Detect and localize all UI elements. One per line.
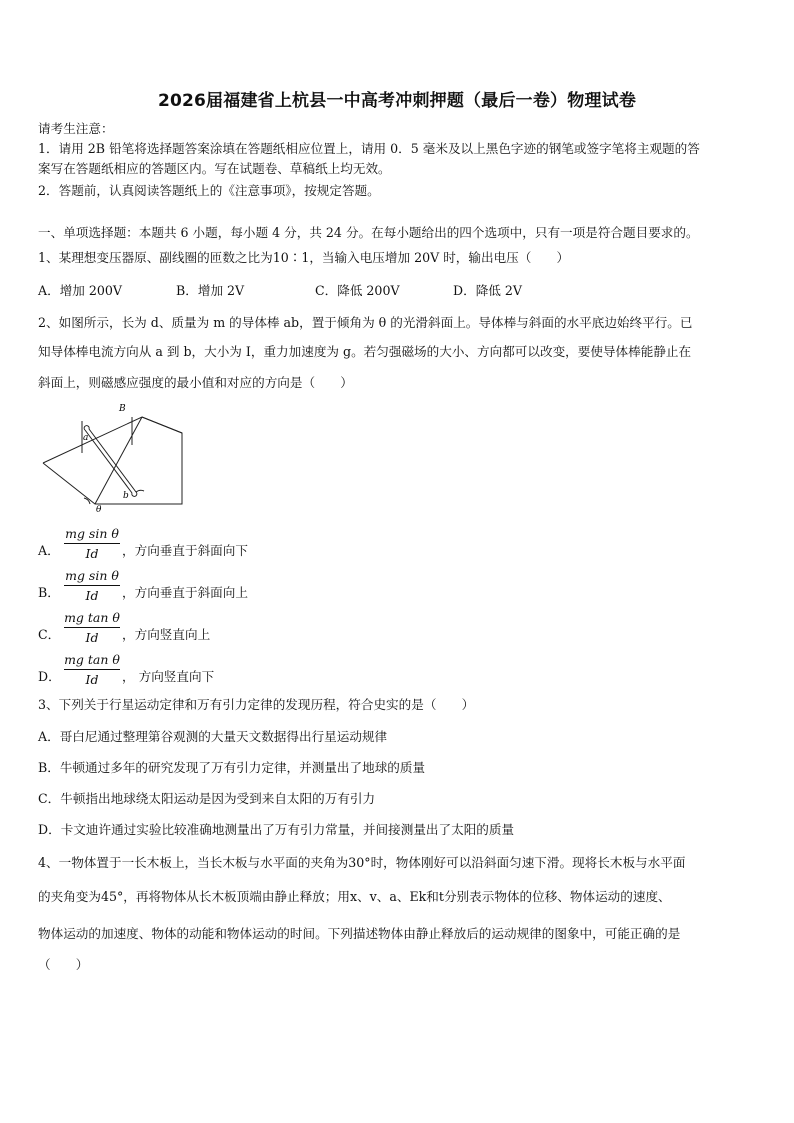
q1-option-c[interactable]: C．降低 200V xyxy=(315,283,400,298)
page-title: 2026届福建省上杭县一中高考冲刺押题（最后一卷）物理试卷 xyxy=(157,91,637,111)
q3-option-c[interactable]: C．牛顿指出地球绕太阳运动是因为受到来自太阳的万有引力 xyxy=(38,791,376,806)
q4-stem-d: （ ） xyxy=(38,957,89,972)
option-label: D． xyxy=(38,669,61,684)
fraction: mg sin θ Id xyxy=(65,568,119,603)
q3-option-b[interactable]: B．牛顿通过多年的研究发现了万有引力定律，并测量出了地球的质量 xyxy=(38,760,426,775)
q3-option-d[interactable]: D．卡文迪许通过实验比较准确地测量出了万有引力常量，并间接测量出了太阳的质量 xyxy=(38,822,515,837)
fraction: mg tan θ Id xyxy=(64,610,120,645)
notice-heading: 请考生注意： xyxy=(38,121,114,136)
q2-stem-b: 知导体棒电流方向从 a 到 b，大小为 I，重力加速度为 g。若匀强磁场的大小、方向都可以改变，要使导体棒能静止在 xyxy=(38,344,692,359)
notice-item-1b: 案写在答题纸相应的答题区内。写在试题卷、草稿纸上均无效。 xyxy=(38,161,391,176)
q1-option-a[interactable]: A．增加 200V xyxy=(38,283,123,298)
q3-stem: 3、下列关于行星运动定律和万有引力定律的发现历程，符合史实的是（ ） xyxy=(38,697,475,712)
label-theta: θ xyxy=(96,505,102,515)
q1-option-b[interactable]: B．增加 2V xyxy=(176,283,245,298)
notice-item-2: 2．答题前，认真阅读答题纸上的《注意事项》，按规定答题。 xyxy=(38,183,380,198)
q2-stem-a: 2、如图所示，长为 d、质量为 m 的导体棒 ab，置于倾角为 θ 的光滑斜面上。导体棒与斜面的水平底边始终平行。已 xyxy=(38,315,693,330)
fraction: mg sin θ Id xyxy=(65,526,119,561)
label-B: B xyxy=(119,404,126,414)
option-label: B． xyxy=(38,585,60,600)
option-text: ，方向垂直于斜面向上 xyxy=(122,585,248,600)
incline-diagram xyxy=(38,403,198,521)
option-label: C． xyxy=(38,627,61,642)
option-text: ，方向垂直于斜面向下 xyxy=(122,543,248,558)
q4-stem-a: 4、一物体置于一长木板上，当长木板与水平面的夹角为30°时，物体刚好可以沿斜面匀速下滑。现将长木板与水平面 xyxy=(38,855,686,870)
option-text: ， 方向竖直向下 xyxy=(122,669,215,684)
label-a: a xyxy=(83,433,89,443)
option-label: A． xyxy=(38,543,60,558)
q2-stem-c: 斜面上，则磁感应强度的最小值和对应的方向是（ ） xyxy=(38,375,353,390)
q1-option-d[interactable]: D．降低 2V xyxy=(453,283,522,298)
label-b: b xyxy=(123,491,129,501)
fraction: mg tan θ Id xyxy=(64,652,120,687)
option-text: ，方向竖直向上 xyxy=(122,627,211,642)
q4-stem-b: 的夹角变为45°，再将物体从长木板顶端由静止释放；用x、v、a、Ek和t分别表示物体的位移、物体运动的速度、 xyxy=(38,889,671,904)
notice-item-1a: 1．请用 2B 铅笔将选择题答案涂填在答题纸相应位置上，请用 0．5 毫米及以上黑色字迹的钢笔或签字笔将主观题的答 xyxy=(38,141,700,156)
q3-option-a[interactable]: A．哥白尼通过整理第谷观测的大量天文数据得出行星运动规律 xyxy=(38,729,388,744)
q1-stem: 1、某理想变压器原、副线圈的匝数之比为10∶1，当输入电压增加 20V 时，输出电压（ ） xyxy=(38,250,570,265)
q4-stem-c: 物体运动的加速度、物体的动能和物体运动的时间。下列描述物体由静止释放后的运动规律的图象中，可能正确的是 xyxy=(38,926,681,941)
section-heading: 一、单项选择题：本题共 6 小题，每小题 4 分，共 24 分。在每小题给出的四个选项中，只有一项是符合题目要求的。 xyxy=(38,225,699,240)
